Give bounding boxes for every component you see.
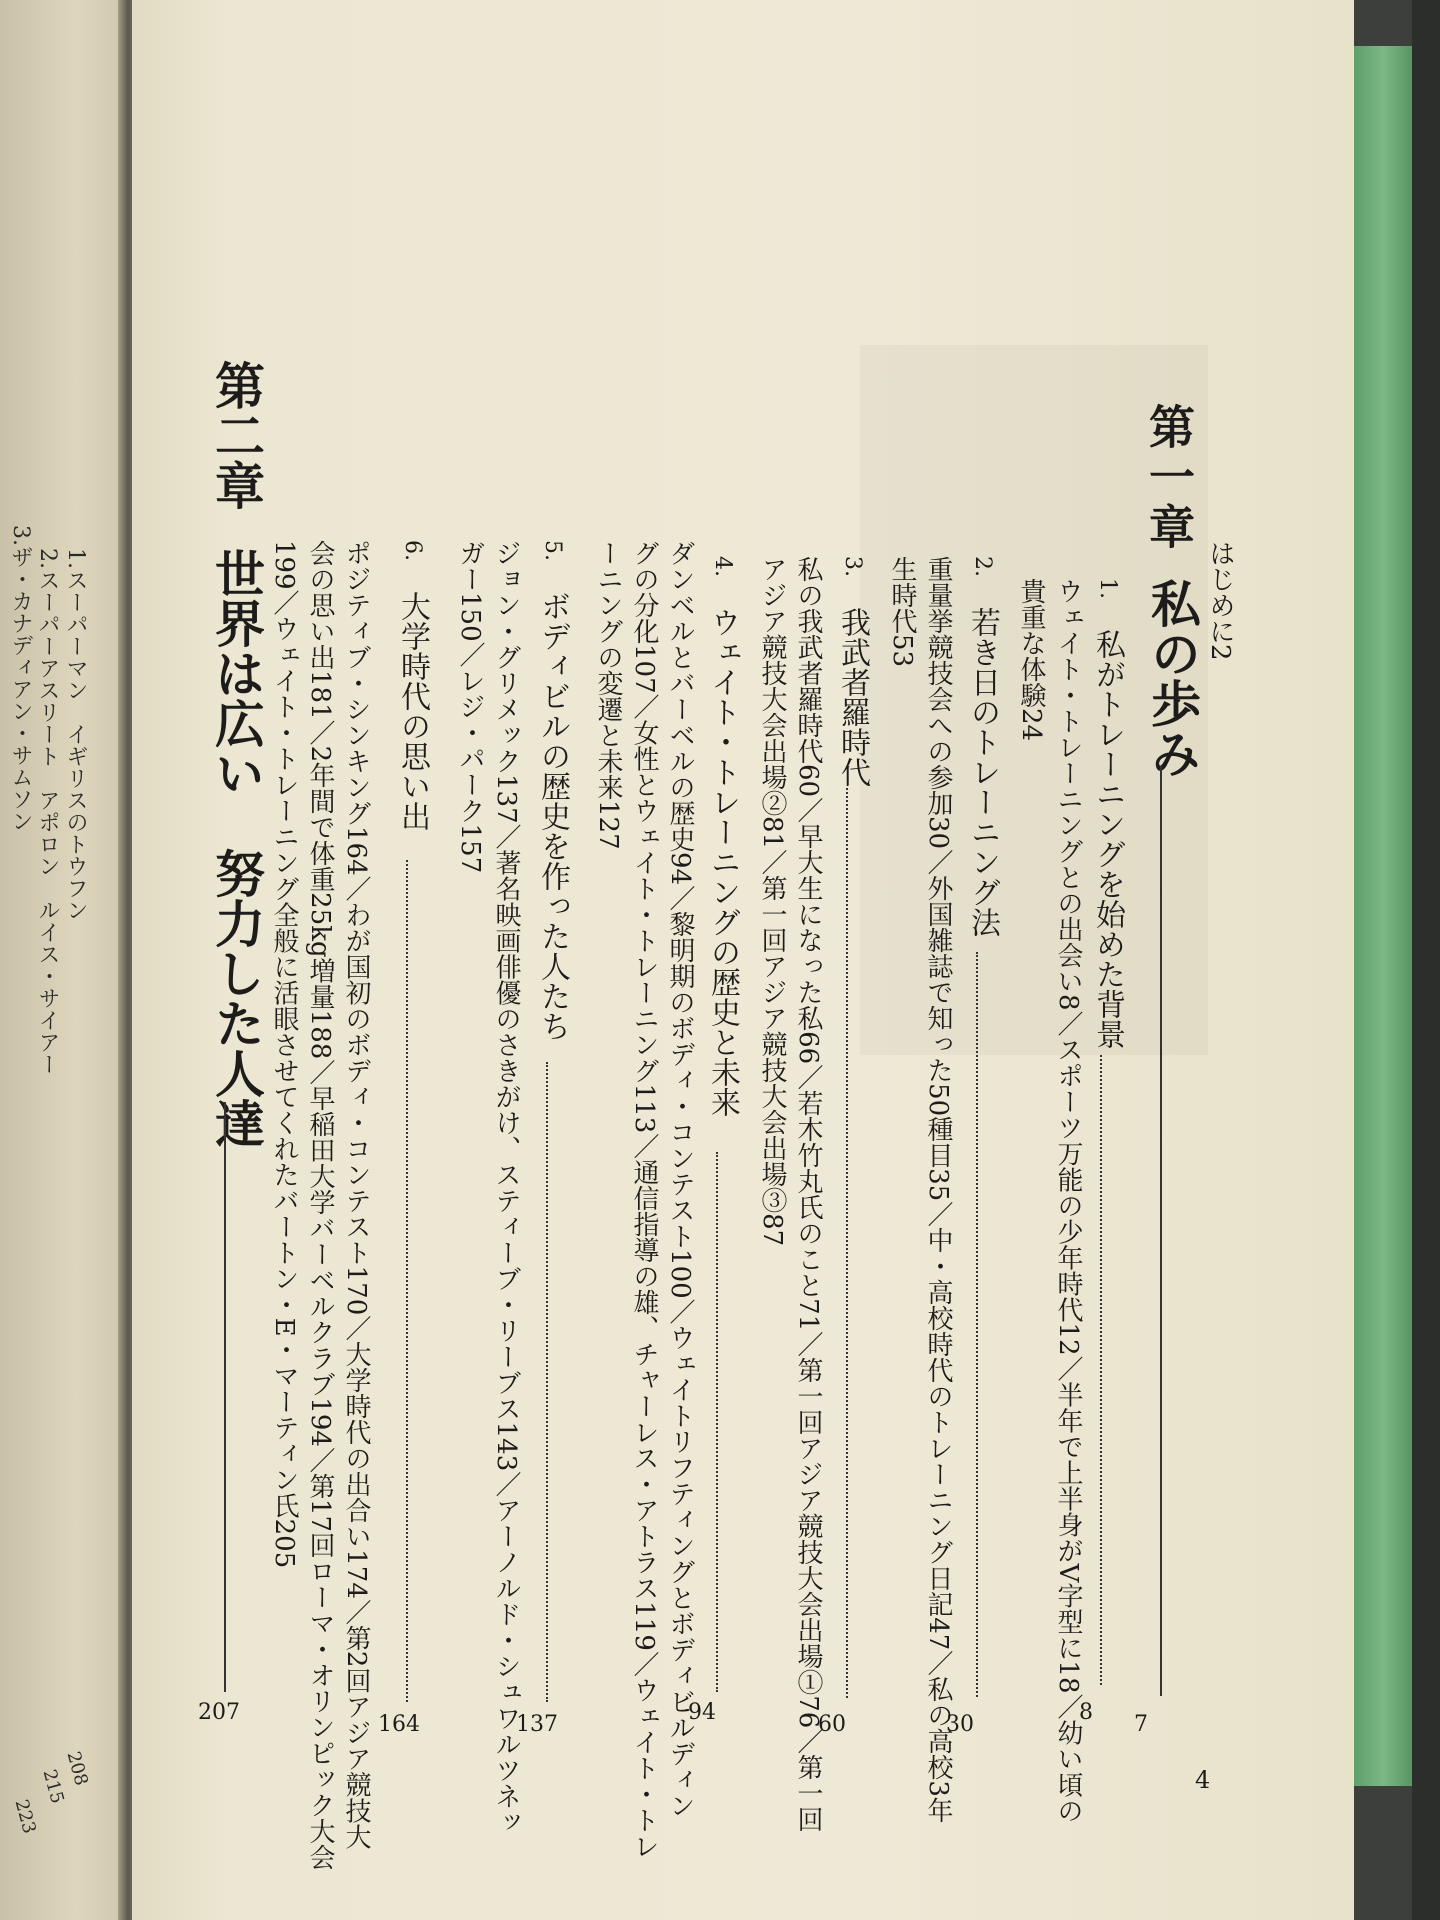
chapter-1-title: 私の歩み bbox=[1143, 578, 1202, 778]
chapter-2-label: 第二章 bbox=[207, 360, 266, 510]
section-1-heading: 1. 私がトレーニングを始めた背景 bbox=[1090, 578, 1125, 1049]
section-1-page: 8 bbox=[1079, 1700, 1093, 1725]
chapter-2-title: 世界は広い 努力した人達 bbox=[207, 548, 266, 1148]
book-cover-edge bbox=[1412, 0, 1440, 1920]
section-3-heading: 3. 我武者羅時代 bbox=[835, 556, 870, 787]
chapter-1-label: 第一章 bbox=[1142, 403, 1196, 553]
section-3-leader bbox=[846, 788, 848, 1698]
section-4-page: 94 bbox=[688, 1700, 716, 1725]
green-page-edge bbox=[1354, 46, 1412, 1786]
chapter-1-rule bbox=[1160, 766, 1162, 1696]
section-5-heading: 5. ボディビルの歴史を作った人たち bbox=[535, 540, 570, 1041]
section-4-heading: 4. ウェイト・トレーニングの歴史と未来 bbox=[705, 556, 740, 1117]
section-2-leader bbox=[976, 952, 978, 1697]
section-3-line: アジア競技大会出場②81／第一回アジア競技大会出場③87 bbox=[757, 556, 787, 1247]
section-4-line: グの分化107／女性とウェイト・トレーニング113／通信指導の雄、チャーレス・アトラス119／ウェイト・トレ bbox=[629, 540, 659, 1859]
chapter-2-rule bbox=[224, 1102, 226, 1692]
section-5-leader bbox=[546, 1062, 548, 1702]
left-toc-page: 215 bbox=[38, 1767, 68, 1806]
section-2-page: 30 bbox=[946, 1712, 974, 1737]
section-1-leader bbox=[1100, 1055, 1102, 1685]
section-4-line: ーニングの変遷と未来127 bbox=[593, 540, 623, 850]
section-6-line: ポジティブ・シンキング164／わが国初のボディ・コンテスト170／大学時代の出合い174／第2回アジア競技大 bbox=[341, 540, 371, 1850]
section-3-line: 私の我武者羅時代60／早大生になった私66／若木竹丸氏のこと71／第一回アジア競技大会出場①76／第一回 bbox=[793, 556, 823, 1833]
section-5-line: ガー150／レジ・パーク157 bbox=[455, 540, 485, 874]
section-4-line: ダンベルとバーベルの歴史94／黎明期のボディ・コンテスト100／ウェイトリフティングとボディビルディン bbox=[665, 540, 695, 1819]
left-toc-page: 208 bbox=[62, 1749, 92, 1788]
section-6-heading: 6. 大学時代の思い出 bbox=[395, 540, 430, 831]
left-toc-item: 2.スーパーアスリート アポロン ルイス・サイアー bbox=[35, 548, 60, 1075]
section-4-leader bbox=[716, 1152, 718, 1692]
section-1-line: ウェイト・トレーニングとの出会い8／スポーツ万能の少年時代12／半年で上半身がV字型に18／幼い頃の bbox=[1053, 578, 1083, 1824]
section-6-line: 会の思い出181／2年間で体重25kg増量188／早稲田大学バーベルクラブ194／第17回ローマ・オリンピック大会 bbox=[305, 540, 335, 1870]
section-2-heading: 2. 若き日のトレーニング法 bbox=[965, 556, 1000, 937]
section-6-leader bbox=[406, 860, 408, 1702]
left-toc-page: 223 bbox=[10, 1797, 40, 1836]
section-5-line: ジョン・グリメック137／著名映画俳優のさきがけ、スティーブ・リーブス143／アーノルド・シュワルツネッ bbox=[491, 540, 521, 1836]
section-3-page: 60 bbox=[818, 1712, 846, 1737]
section-2-line: 重量挙競技会への参加30／外国雑誌で知った50種目35／中・高校時代のトレーニング日記47／私の高校3年 bbox=[923, 556, 953, 1823]
intro-entry: はじめに2 bbox=[1205, 540, 1235, 661]
chapter-1-page: 7 bbox=[1134, 1712, 1148, 1737]
section-6-line: 199／ウェイト・トレーニング全般に活眼させてくれたバートン・E・マーティン氏205 bbox=[269, 540, 299, 1569]
section-6-page: 164 bbox=[378, 1712, 420, 1737]
left-page bbox=[0, 0, 128, 1920]
page-number: 4 bbox=[1195, 1766, 1211, 1794]
section-1-line: 貴重な体験24 bbox=[1016, 578, 1046, 742]
left-toc-item: 1.スーパーマン イギリスのトウフン bbox=[63, 548, 88, 921]
chapter-2-page: 207 bbox=[198, 1700, 240, 1725]
left-toc-item: 3.ザ・カナディアン・サムソン bbox=[8, 525, 33, 832]
section-2-line: 生時代53 bbox=[887, 556, 917, 668]
section-5-page: 137 bbox=[516, 1712, 558, 1737]
